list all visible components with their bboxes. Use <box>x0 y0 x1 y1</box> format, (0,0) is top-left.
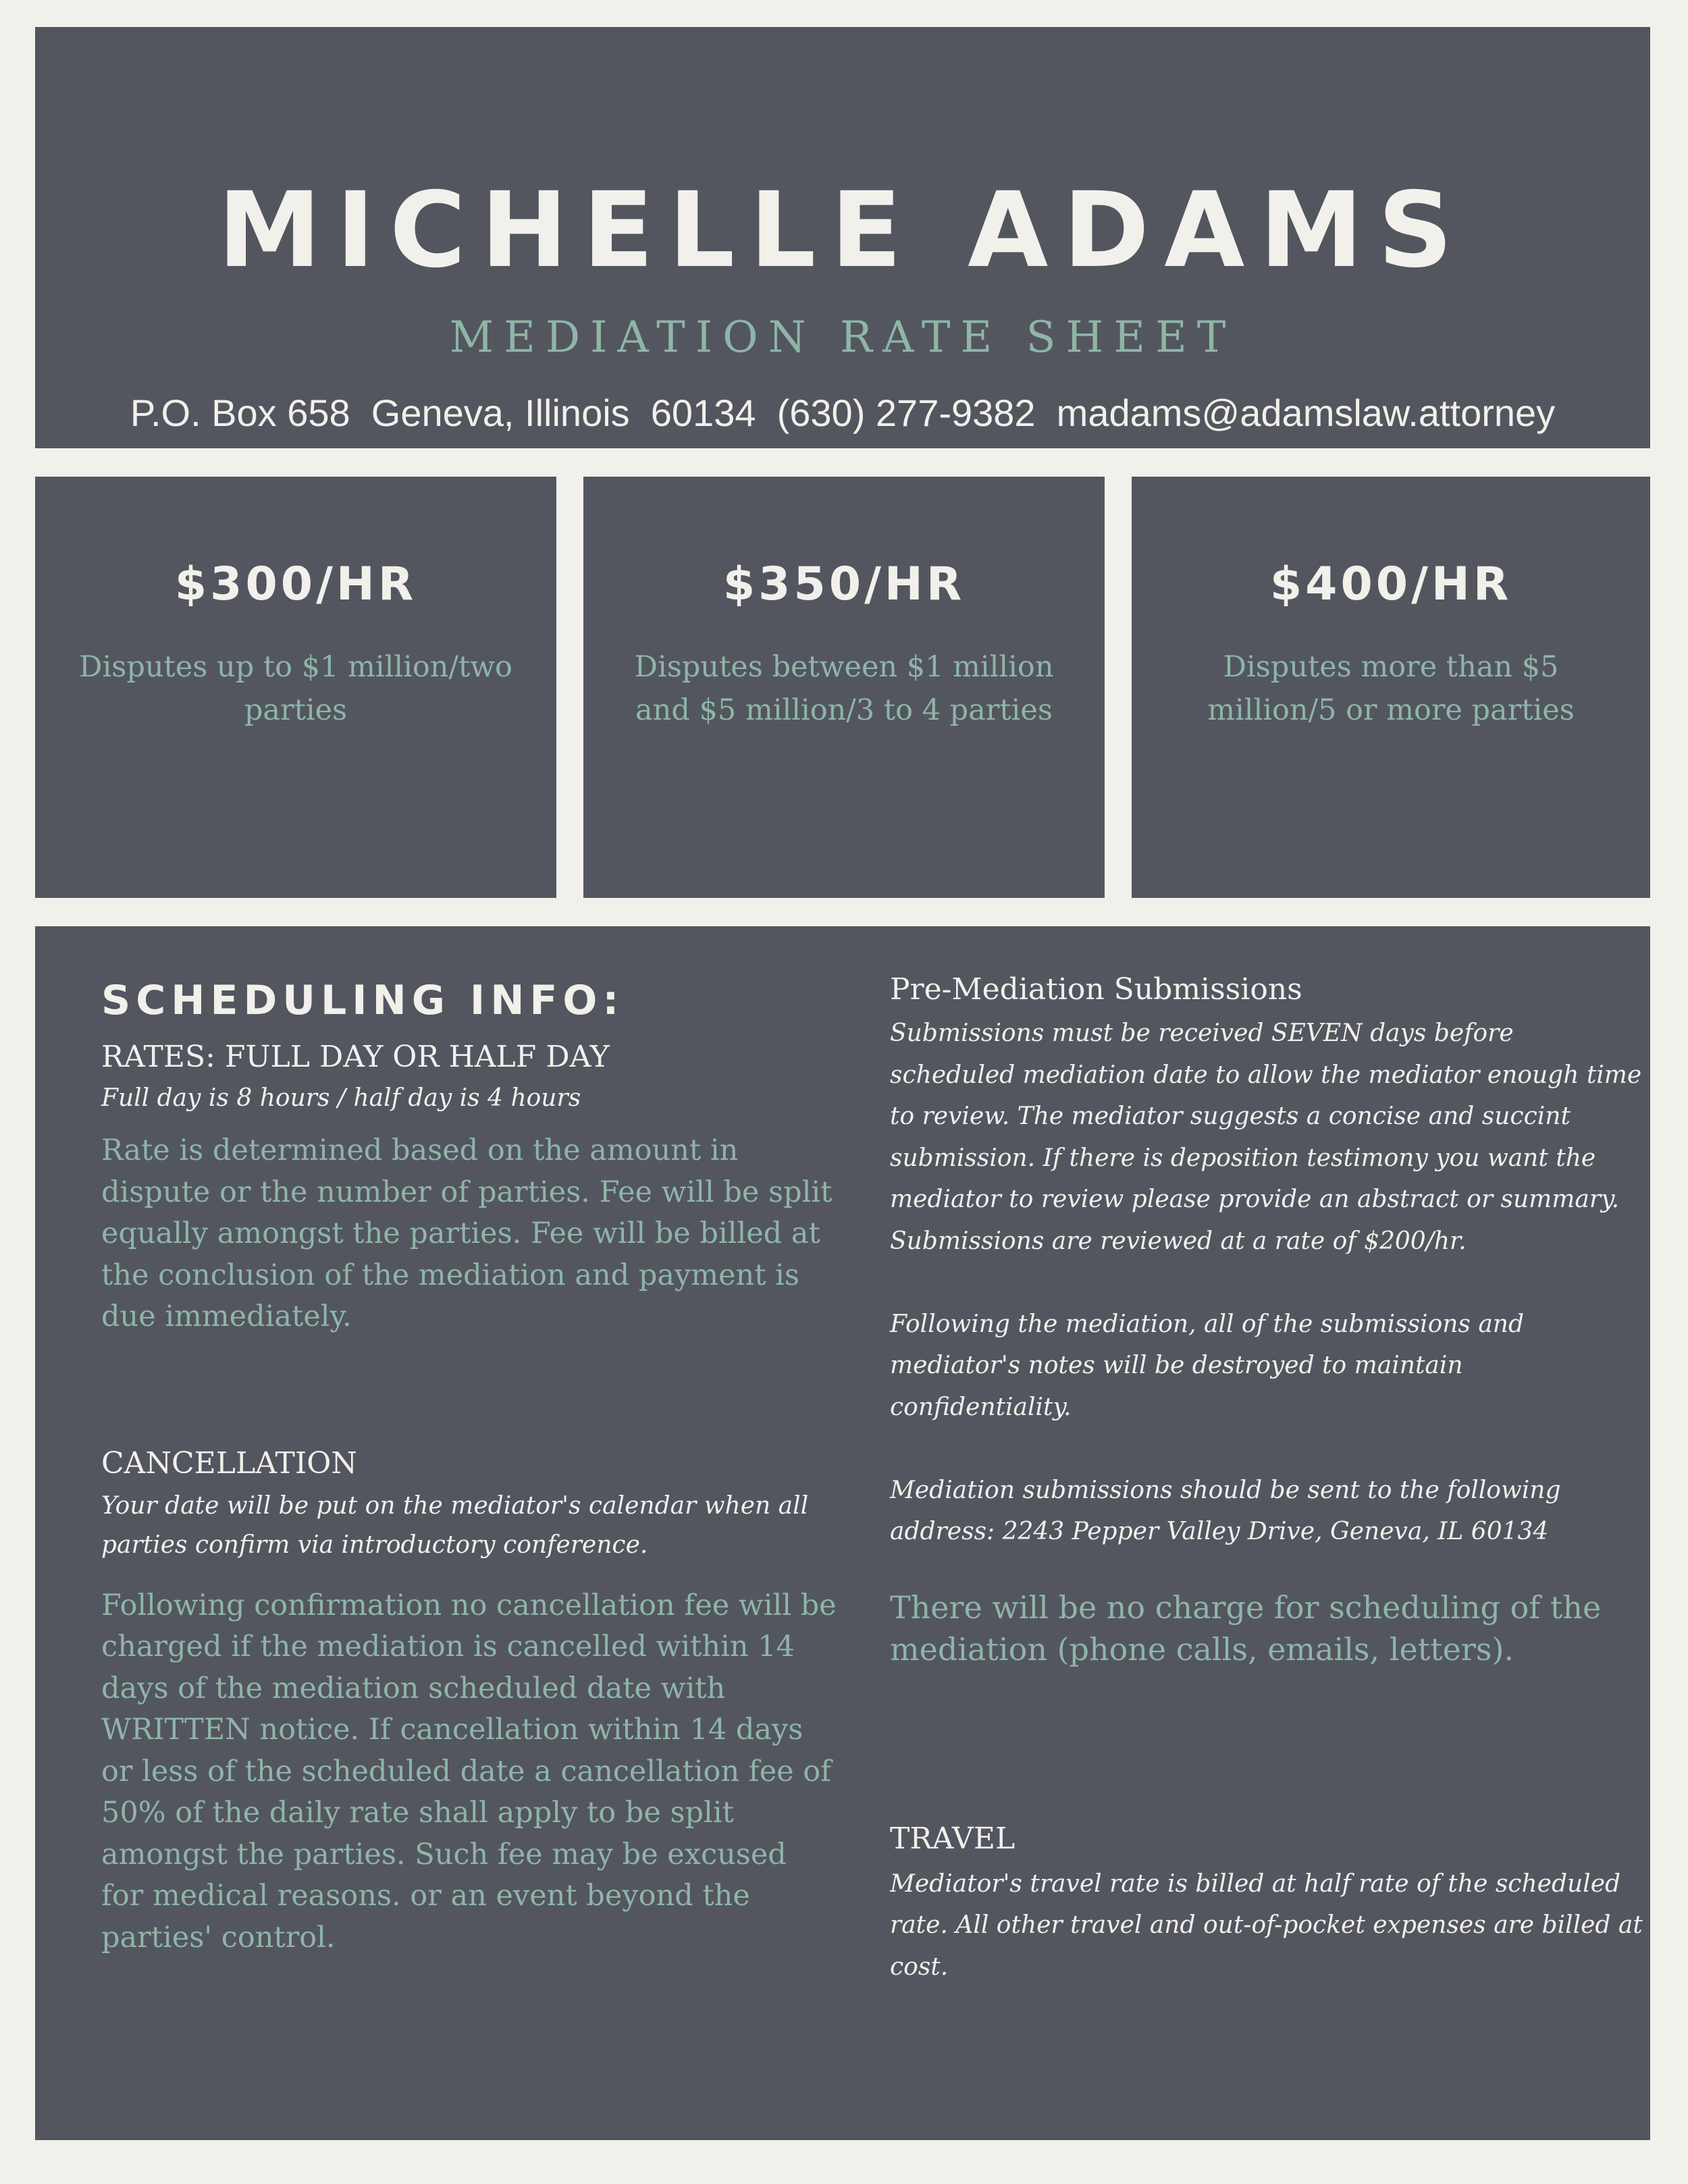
rate-description: Disputes between $1 million and $5 million/3 to 4 parties <box>634 650 1054 727</box>
rate-description: Disputes up to $1 million/two parties <box>79 650 512 727</box>
scheduling-title: SCHEDULING INFO: <box>101 977 625 1024</box>
travel-heading: TRAVEL <box>890 1821 1016 1856</box>
submissions-requirements: Submissions must be received SEVEN days before scheduled mediation date to allow the mediator enough time to review. The mediator suggests a concise and succint submission. If there is deposition testimony you want the mediator to review please provide an abstract or summary. Submissions are reviewed at a rate of $200/hr. <box>890 1019 1642 1255</box>
rates-description: Rate is determined based on the amount in dispute or the number of parties. Fee will be split equally amongst the parties. Fee will be billed at the conclusion of the mediation and payment is due immediately. <box>101 1134 833 1333</box>
travel-policy: Mediator's travel rate is billed at half rate of the scheduled rate. All other travel and out-of-pocket expenses are billed at cost. <box>890 1869 1643 1981</box>
cancellation-heading: CANCELLATION <box>101 1445 357 1481</box>
rate-price: $400/HR <box>1269 558 1512 611</box>
document-subtitle: MEDIATION RATE SHEET <box>449 313 1236 363</box>
cancellation-note: Your date will be put on the mediator's calendar when all parties confirm via introductory conference. <box>101 1491 809 1559</box>
submissions-address: Mediation submissions should be sent to the following address: 2243 Pepper Valley Drive, Geneva, IL 60134 <box>890 1476 1561 1545</box>
cancellation-policy: Following confirmation no cancellation fee will be charged if the mediation is cancelled within 14 days of the mediation scheduled date with WRITTEN notice. If cancellation within 14 days or less of the scheduled date a cancellation fee of 50% of the daily rate shall apply to be split amongst the parties. Such fee may be excused for medical reasons. or an event beyond the parties' control. <box>101 1588 837 1954</box>
rate-description: Disputes more than $5 million/5 or more parties <box>1207 650 1575 727</box>
rate-card-300 <box>35 477 556 898</box>
rates-heading: RATES: FULL DAY OR HALF DAY <box>101 1040 610 1074</box>
rate-price: $300/HR <box>174 558 417 611</box>
scheduling-left-column <box>101 974 837 1959</box>
rate-card-350 <box>583 477 1105 898</box>
rate-card-400 <box>1132 477 1650 898</box>
rates-note: Full day is 8 hours / half day is 4 hours <box>101 1084 581 1112</box>
scheduling-panel <box>35 926 1650 2140</box>
submissions-confidentiality: Following the mediation, all of the submissions and mediator's notes will be destroyed to maintain confidentiality. <box>890 1310 1525 1421</box>
no-charge-note: There will be no charge for scheduling of the mediation (phone calls, emails, letters). <box>890 1589 1602 1668</box>
contact-info: P.O. Box 658 Geneva, Illinois 60134 (630) 277-9382 madams@adamslaw.attorney <box>130 392 1556 434</box>
header-banner <box>35 27 1650 448</box>
rate-price: $350/HR <box>722 558 966 611</box>
name-title: MICHELLE ADAMS <box>217 170 1468 291</box>
scheduling-right-column <box>890 969 1646 1988</box>
submissions-heading: Pre-Mediation Submissions <box>890 972 1302 1007</box>
